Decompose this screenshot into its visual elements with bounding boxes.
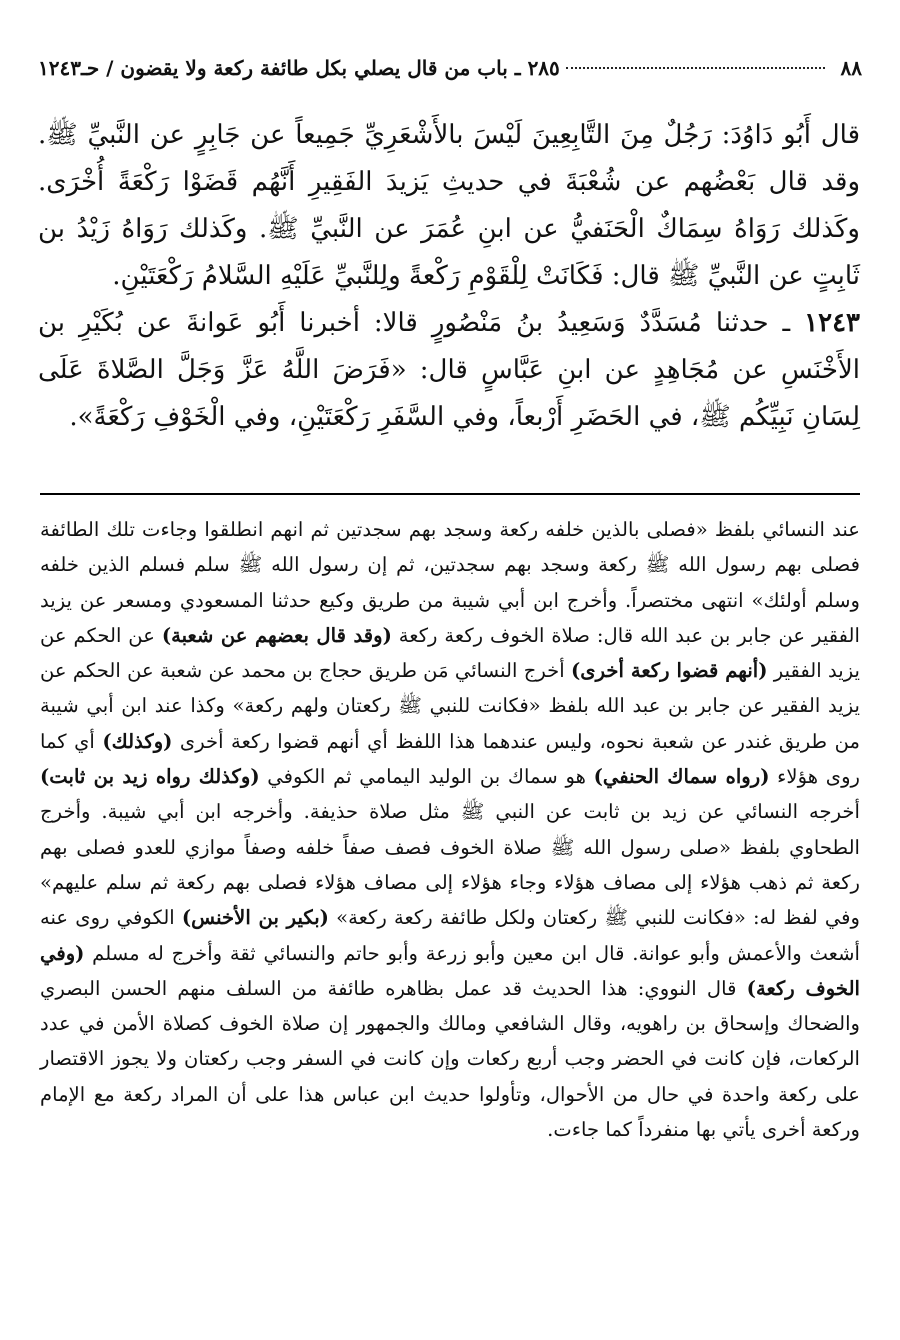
bold-quote: (وكذلك رواه زيد بن ثابت) — [40, 765, 260, 789]
main-text — [38, 112, 860, 441]
commentary-text: هو سماك بن الوليد اليمامي ثم الكوفي — [259, 765, 594, 789]
commentary-paragraph — [40, 512, 860, 1147]
commentary-text: عن الحكم عن يزيد الفقير — [40, 623, 860, 683]
bold-quote: (وكذلك) — [102, 729, 173, 753]
commentary-text: أخرج النسائي مَن طريق حجاج بن محمد عن شعبة عن الحكم عن يزيد الفقير عن جابر بن عبد الله بلفظ «فكانت للنبي ﷺ ركعتان ولهم ركعة» وكذا عند ابن أبي شيبة من طريق غندر عن شعبة نحوه، وليس عندهما هذا اللفظ أي أنهم قضوا ركعة أخرى — [40, 659, 860, 753]
commentary-text: أي كما روى هؤلاء — [40, 729, 860, 789]
commentary-text: الكوفي روى عنه أشعث والأعمش وأبو عوانة. قال ابن معين وأبو زرعة وأبو حاتم والنسائي ثقة وأخرج له مسلم — [40, 906, 860, 965]
commentary-text: قال النووي: هذا الحديث قد عمل بظاهره طائفة من السلف منهم الحسن البصري والضحاك وإسحاق بن راهويه، وقال الشافعي ومالك والجمهور إن صلاة الخوف كصلاة الأمن في عدد الركعات، فإن كانت في الحضر وجب أربع ركعات وإن كانت في السفر وجب ركعتان ولا يجوز الاقتصار على ركعة واحدة في حال من الأحوال، وتأولوا حديث ابن عباس هذا على أن المراد ركعة مع الإمام وركعة أخرى يأتي بها منفرداً كما جاءت. — [40, 976, 860, 1142]
page-number: ٨٨ — [840, 56, 862, 80]
bold-quote: (وفي الخوف ركعة) — [40, 941, 860, 1000]
hadith-number: ١٢٤٣ — [804, 308, 860, 338]
bold-quote: (أنهم قضوا ركعة أخرى) — [571, 659, 768, 683]
bold-quote: (بكير بن الأخنس) — [181, 906, 329, 930]
dotted-leader — [566, 67, 825, 69]
commentary-text: عند النسائي بلفظ «فصلى بالذين خلفه ركعة وسجد بهم سجدتين ثم انهم انطلقوا وجاءت تلك الطائفة فصلى بهم رسول الله ﷺ ركعة وسجد بهم سجدتين، ثم إن رسول الله ﷺ سلم فسلم الذين خلفه وسلم أولئك» انتهى مختصراً. وأخرج ابن أبي شيبة من طريق وكيع حدثنا المسعودي ومسعر عن يزيد الفقير عن جابر بن عبد الله قال: صلاة الخوف ركعة ركعة — [40, 518, 860, 647]
commentary — [40, 512, 860, 1147]
bold-quote: (وقد قال بعضهم عن شعبة) — [161, 623, 392, 647]
footnote-separator — [40, 493, 860, 495]
commentary-text: أخرجه النسائي عن زيد بن ثابت عن النبي ﷺ مثل صلاة حذيفة. وأخرجه ابن أبي شيبة. وأخرج الطحاوي بلفظ «صلى رسول الله ﷺ صلاة الخوف فصف صفاً خلفه وصفاً موازي للعدو فصلى بهم ركعة ثم ذهب هؤلاء إلى مصاف هؤلاء وجاء هؤلاء إلى مصاف هؤلاء فصلى بهم ركعة ثم سلم عليهم» وفي لفظ له: «فكانت للنبي ﷺ ركعتان ولكل طائفة ركعة ركعة» — [40, 800, 860, 930]
main-paragraph-1: قال أَبُو دَاوُدَ: رَجُلٌ مِنَ التَّابِعِينَ لَيْسَ بالأَشْعَرِيِّ جَمِيعاً عن جَابِرٍ عن النَّبيِّ ﷺ. وقد قال بَعْضُهم عن شُعْبَةَ في حديثِ يَزيدَ الفَقِيرِ أَنَّهُم قَضَوْا رَكْعَةً أُخْرَى. وكَذلك رَوَاهُ سِمَاكٌ الْحَنَفيُّ عن ابنِ عُمَرَ عن النَّبيِّ ﷺ. وكَذلك رَوَاهُ زَيْدُ بن ثَابِتٍ عن النَّبيِّ ﷺ قال: فَكَانَتْ لِلْقَوْمِ رَكْعةً ولِلنَّبيِّ عَلَيْهِ السَّلامُ رَكْعَتَيْنِ. — [38, 120, 861, 291]
chapter-title: ٢٨٥ ـ باب من قال يصلي بكل طائفة ركعة ولا يقضون / حـ١٢٤٣ — [38, 56, 560, 80]
main-paragraph-2 — [38, 300, 860, 441]
running-header — [38, 56, 862, 86]
hadith-text: ـ حدثنا مُسَدَّدٌ وَسَعِيدُ بنُ مَنْصُورٍ قالا: أخبرنا أَبُو عَوانةَ عن بُكَيْرِ بن الأَخْنَسِ عن مُجَاهِدٍ عن ابنِ عَبَّاسٍ قال: «فَرَضَ اللَّهُ عَزَّ وَجَلَّ الصَّلاةَ عَلَى لِسَانِ نَبِيِّكُم ﷺ، في الحَضَرِ أَرْبعاً، وفي السَّفَرِ رَكْعَتَيْنِ، وفي الْخَوْفِ رَكْعَةً». — [38, 308, 860, 432]
bold-quote: (رواه سماك الحنفي) — [593, 765, 770, 789]
